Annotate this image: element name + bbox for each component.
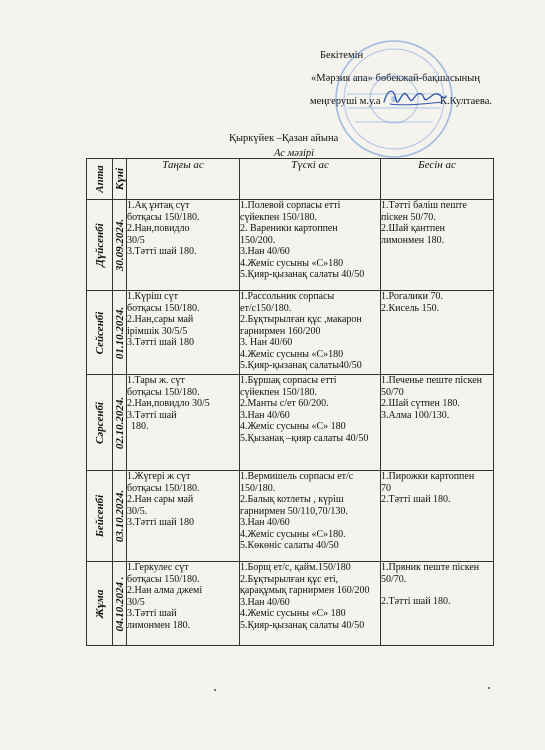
- breakfast-line: лимонмен 180.: [127, 619, 191, 631]
- breakfast-line: 3.Тәтті шай 180: [127, 337, 195, 348]
- lunch-line: 3. Нан 40/60: [240, 337, 293, 348]
- snack-line: 2.Тәтті шай 180.: [381, 596, 451, 607]
- lunch-line: 150/200.: [240, 234, 276, 246]
- lunch-cell: [240, 562, 381, 646]
- breakfast-line: 3.Тәтті шай 180.: [127, 246, 197, 257]
- breakfast-line: ботқасы 150/180.: [127, 386, 200, 398]
- breakfast-cell: [127, 375, 240, 471]
- breakfast-cell: [127, 200, 240, 291]
- director-signature: [380, 84, 450, 110]
- lunch-line: 1.Борщ ет/с, қайм.150/180: [240, 562, 351, 573]
- breakfast-line: 1.Тары ж. сүт: [127, 375, 185, 386]
- breakfast-cell: [127, 471, 240, 562]
- lunch-line: гарнирмен 160/200: [240, 325, 321, 337]
- date-label: 04.10.2024 .: [113, 576, 126, 631]
- breakfast-line: ботқасы 150/180.: [127, 302, 200, 314]
- breakfast-cell: [127, 562, 240, 646]
- lunch-cell: [240, 200, 381, 291]
- snack-line: 1.Печенье пеште піскен: [381, 375, 482, 386]
- date-label: 02.10.2024.: [113, 396, 126, 449]
- menu-table: [86, 158, 494, 646]
- date-cell: [113, 291, 127, 375]
- scan-speck: [214, 689, 216, 691]
- period-label: Қыркүйек –Қазан айына: [229, 133, 339, 144]
- date-label: 03.10.2024.: [113, 489, 126, 543]
- scan-speck: [488, 687, 490, 689]
- lunch-line: ет/с150/180.: [240, 302, 292, 314]
- snack-cell: [381, 200, 494, 291]
- header-row: [87, 159, 494, 200]
- breakfast-line: ботқасы 150/180.: [127, 573, 200, 585]
- menu-title: Ас мәзірі: [274, 148, 315, 159]
- date-cell: [113, 562, 127, 646]
- breakfast-line: 2.Нан сары май: [127, 494, 194, 505]
- breakfast-line: 180.: [131, 421, 149, 432]
- snack-line: 1.Пряник пеште піскен: [381, 562, 480, 573]
- lunch-column-header: Түскі ас: [240, 159, 381, 200]
- lunch-line: қарақұмық гарнирмен 160/200: [240, 585, 370, 596]
- lunch-line: 4.Жеміс сусыны «С»180: [240, 348, 344, 360]
- snack-line: 50/70.: [381, 573, 407, 585]
- breakfast-line: 3.Тәтті шай: [127, 608, 177, 619]
- breakfast-cell: [127, 291, 240, 375]
- breakfast-line: 1.Күріш сүт: [127, 291, 178, 302]
- table-row: [87, 291, 494, 375]
- snack-line: 2.Тәтті шай 180.: [381, 494, 451, 505]
- weekday-cell: [87, 471, 113, 562]
- lunch-line: 1.Бұршақ сорпасы етті: [240, 375, 337, 386]
- breakfast-line: 30/5: [127, 234, 145, 246]
- lunch-line: 2.Балық котлеты , күріш: [240, 494, 344, 505]
- lunch-line: 2. Вареники картоппен: [240, 223, 338, 234]
- lunch-line: 3.Нан 40/60: [240, 596, 290, 608]
- lunch-line: 4.Жеміс сусыны «С» 180: [240, 421, 346, 432]
- lunch-line: 5.Қияр-қызанақ салаты 40/50: [240, 269, 365, 280]
- weekday-cell: [87, 375, 113, 471]
- weekday-label: Дүйсенбі: [93, 223, 106, 267]
- breakfast-line: 3.Тәтті шай 180: [127, 517, 195, 528]
- breakfast-line: 2.Нан,повидло 30/5: [127, 398, 210, 409]
- lunch-line: сүйекпен 150/180.: [240, 386, 318, 398]
- lunch-line: 5.Қияр-қызанақ салаты40/50: [240, 360, 362, 371]
- weekday-label: Жұма: [93, 589, 106, 618]
- breakfast-column-header: Таңғы ас: [127, 159, 240, 200]
- lunch-line: 4.Жеміс сусыны «С»180.: [240, 528, 346, 540]
- breakfast-line: ботқасы 150/180.: [127, 211, 200, 223]
- lunch-cell: [240, 291, 381, 375]
- weekday-label: Сейсенбі: [93, 311, 106, 354]
- day-column-label: Күні: [113, 167, 126, 191]
- director-title: меңгерушi м.у.а: [310, 96, 381, 107]
- breakfast-line: 1.Ақ ұнтақ сүт: [127, 200, 190, 211]
- lunch-line: 5.Көкөніс салаты 40/50: [240, 540, 339, 551]
- lunch-line: 3.Нан 40/60: [240, 409, 290, 421]
- snack-line: 1.Тәтті бәліш пеште: [381, 200, 467, 211]
- lunch-line: сүйекпен 150/180.: [240, 211, 318, 223]
- table-row: [87, 471, 494, 562]
- lunch-line: 1.Вермишель сорпасы ет/с: [240, 471, 354, 482]
- approval-label: Бекітемін: [320, 50, 364, 61]
- weekday-cell: [87, 200, 113, 291]
- snack-line: 2.Шай сүтпен 180.: [381, 398, 460, 409]
- date-label: 01.10.2024.: [113, 306, 126, 359]
- snack-cell: [381, 375, 494, 471]
- lunch-line: 2.Манты с/ет 60/200.: [240, 398, 329, 409]
- snack-line: 50/70: [381, 386, 404, 398]
- organization-name: «Мәрзия апа» бөбекжай-бақшасының: [311, 73, 480, 84]
- lunch-line: 4.Жеміс сусыны «С» 180: [240, 608, 346, 619]
- breakfast-line: 2.Нан алма джемі: [127, 585, 203, 596]
- snack-cell: [381, 471, 494, 562]
- snack-line: 1.Рогалики 70.: [381, 291, 443, 302]
- snack-line: 1.Пирожки картоппен: [381, 471, 475, 482]
- week-column-header: [87, 159, 113, 200]
- snack-line: 70: [381, 482, 391, 494]
- table-row: [87, 375, 494, 471]
- snack-line: піскен 50/70.: [381, 211, 436, 223]
- breakfast-line: 30/5: [127, 596, 145, 608]
- lunch-line: 1.Полевой сорпасы етті: [240, 200, 341, 211]
- lunch-cell: [240, 375, 381, 471]
- weekday-cell: [87, 562, 113, 646]
- breakfast-line: 30/5.: [127, 505, 148, 517]
- date-cell: [113, 375, 127, 471]
- breakfast-line: 2.Нан,сары май: [127, 314, 194, 325]
- lunch-line: 2.Бұқтырылған құс ,макарон: [240, 314, 362, 325]
- snack-line: 2.Кисель 150.: [381, 302, 440, 314]
- breakfast-line: ірімшік 30/5/5: [127, 325, 188, 337]
- snack-line: 2.Шай қантпен: [381, 223, 446, 234]
- date-label: 30.09.2024.: [113, 218, 126, 272]
- lunch-cell: [240, 471, 381, 562]
- table-row: [87, 200, 494, 291]
- date-cell: [113, 200, 127, 291]
- week-column-label: Апта: [93, 165, 106, 193]
- breakfast-line: 1.Жүгері ж сүт: [127, 471, 191, 482]
- breakfast-line: 3.Тәтті шай: [127, 409, 177, 421]
- lunch-line: 5.Қияр-қызанақ салаты 40/50: [240, 619, 365, 631]
- lunch-line: 150/180.: [240, 482, 276, 494]
- lunch-line: 3.Нан 40/60: [240, 246, 290, 257]
- table-row: [87, 562, 494, 646]
- snack-line: лимонмен 180.: [381, 234, 445, 246]
- lunch-line: 2.Бұқтырылған құс еті,: [240, 573, 339, 585]
- snack-line: 3.Алма 100/130.: [381, 409, 450, 421]
- day-column-header: [113, 159, 127, 200]
- snack-cell: [381, 291, 494, 375]
- snack-line: [381, 585, 493, 596]
- breakfast-line: ботқасы 150/180.: [127, 482, 200, 494]
- lunch-line: 5.Қызанақ –қияр салаты 40/50: [240, 432, 369, 444]
- date-cell: [113, 471, 127, 562]
- snack-cell: [381, 562, 494, 646]
- lunch-line: 4.Жеміс сусыны «С»180: [240, 257, 344, 269]
- lunch-line: гарнирмен 50/110,70/130.: [240, 505, 348, 517]
- weekday-label: Сәрсенбі: [93, 401, 106, 444]
- weekday-label: Бейсенбі: [93, 494, 106, 538]
- lunch-line: 3.Нан 40/60: [240, 517, 290, 528]
- weekday-cell: [87, 291, 113, 375]
- snack-column-header: Бесін ас: [381, 159, 494, 200]
- breakfast-line: 2.Нан,повидло: [127, 223, 190, 234]
- breakfast-line: 1.Геркулес сүт: [127, 562, 189, 573]
- director-name: К.Култаева.: [440, 96, 493, 107]
- lunch-line: 1.Рассольник сорпасы: [240, 291, 335, 302]
